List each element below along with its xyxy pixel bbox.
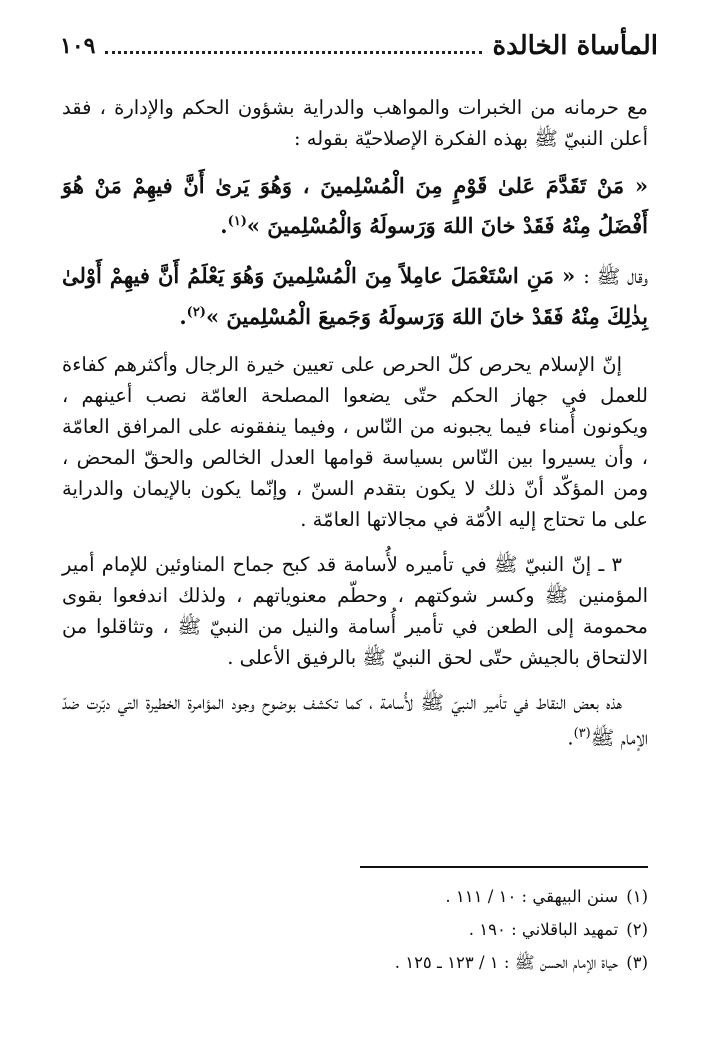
- page-body: [62, 92, 648, 768]
- footnote-text: حياة الإمام الحسن ﷺ : ١ / ١٢٣ ـ ١٢٥ .: [394, 953, 619, 972]
- paragraph-4-text: هذه بعض النقاط في تأمير النبيّ ﷺ لأُسامة ، كما تكشف بوضوح وجود المؤامرة الخطيرة التي دبّرت ضدّ الإمام ﷺ: [62, 691, 648, 750]
- hadith-2-lead: وقال ﷺ :: [583, 265, 648, 288]
- hadith-quote-1: « مَنْ تَقَدَّمَ عَلىٰ قَوْمٍ مِنَ الْمُسْلِمينَ ، وَهُوَ يَرىٰ أَنَّ فيهِمْ مَنْ هُوَ أَفْضَلُ مِنْهُ فَقَدْ خانَ اللهَ وَرَسولَهُ وَالْمُسْلِمينَ »$^{(١)}$.: [62, 173, 648, 238]
- footnote-item: [62, 913, 648, 946]
- paragraph-4-end: .: [567, 726, 574, 750]
- footnote-ref-3: (٣): [573, 726, 591, 741]
- paragraph-4: [62, 687, 648, 754]
- paragraph-3: [62, 549, 648, 673]
- footnote-number: (٣): [626, 953, 648, 972]
- footnote-number: (١): [626, 887, 648, 906]
- hadith-quote-2: وقال ﷺ : « مَنِ اسْتَعْمَلَ عامِلاً مِنَ الْمُسْلِمينَ وَهُوَ يَعْلَمُ أَنَّ فيهِمْ أَوْلىٰ بِذٰلِكَ مِنْهُ فَقَدْ خانَ اللهَ وَرَسولَهُ وَجَميعَ الْمُسْلِمينَ »$^{(٢)}$.: [62, 263, 648, 329]
- hadith-2-text: « مَنِ اسْتَعْمَلَ عامِلاً مِنَ الْمُسْلِمينَ وَهُوَ يَعْلَمُ أَنَّ فيهِمْ أَوْلىٰ بِذٰلِكَ مِنْهُ فَقَدْ خانَ اللهَ وَرَسولَهُ وَجَميعَ الْمُسْلِمينَ »: [62, 263, 648, 329]
- page-header: [60, 26, 658, 66]
- page-number: ١٠٩: [60, 33, 96, 59]
- footnote-item: [62, 946, 648, 979]
- footnote-text: تمهيد الباقلاني : ١٩٠ .: [468, 920, 619, 939]
- footnote-ref-1: (١): [227, 214, 247, 229]
- hadith-1-text: « مَنْ تَقَدَّمَ عَلىٰ قَوْمٍ مِنَ الْمُسْلِمينَ ، وَهُوَ يَرىٰ أَنَّ فيهِمْ مَنْ هُوَ أَفْضَلُ مِنْهُ فَقَدْ خانَ اللهَ وَرَسولَهُ وَالْمُسْلِمينَ »: [62, 173, 648, 238]
- header-dot-leader: [105, 51, 482, 54]
- footnote-item: [62, 880, 648, 913]
- footnote-text: سنن البيهقي : ١٠ / ١١١ .: [445, 887, 619, 906]
- paragraph-1-text: مع حرمانه من الخبرات والمواهب والدراية بشؤون الحكم والإدارة ، فقد أعلن النبيّ ﷺ بهذه الفكرة الإصلاحيّة بقوله :: [62, 96, 648, 150]
- footnote-divider: [360, 866, 648, 868]
- paragraph-2: [62, 349, 648, 535]
- paragraph-1: [62, 92, 648, 154]
- paragraph-2-text: إنّ الإسلام يحرص كلّ الحرص على تعيين خيرة الرجال وأكثرهم كفاءة للعمل في جهاز الحكم حتّى يضعوا المصلحة العامّة نصب أعينهم ، ويكونون أُمناء فيما يجبونه من النّاس ، وفيما ينفقونه على المرافق العامّة ، وأن يسيروا بين النّاس بسياسة قوامها العدل الخالص والحقّ المحض ، ومن المؤكّد أنّ ذلك لا يكون بتقدم السنّ ، وإنّما يكون بالإيمان والدراية على ما تحتاج إليه الاُمّة في مجالاتها العامّة .: [62, 353, 648, 531]
- footnotes: [62, 880, 648, 979]
- running-title: المأساة الخالدة: [492, 31, 658, 61]
- footnote-ref-2: (٢): [186, 305, 206, 320]
- footnote-number: (٢): [626, 920, 648, 939]
- paragraph-3-text: ٣ ـ إنّ النبيّ ﷺ في تأميره لأُسامة قد كبح جماح المناوئين للإمام أمير المؤمنين ﷺ وكسر شوكتهم ، وحطّم معنوياتهم ، ولذلك اندفعوا بقوى محمومة إلى الطعن في تأمير أُسامة والنيل من النبيّ ﷺ ، وتثاقلوا من الالتحاق بالجيش حتّى لحق النبيّ ﷺ بالرفيق الأعلى .: [62, 553, 648, 669]
